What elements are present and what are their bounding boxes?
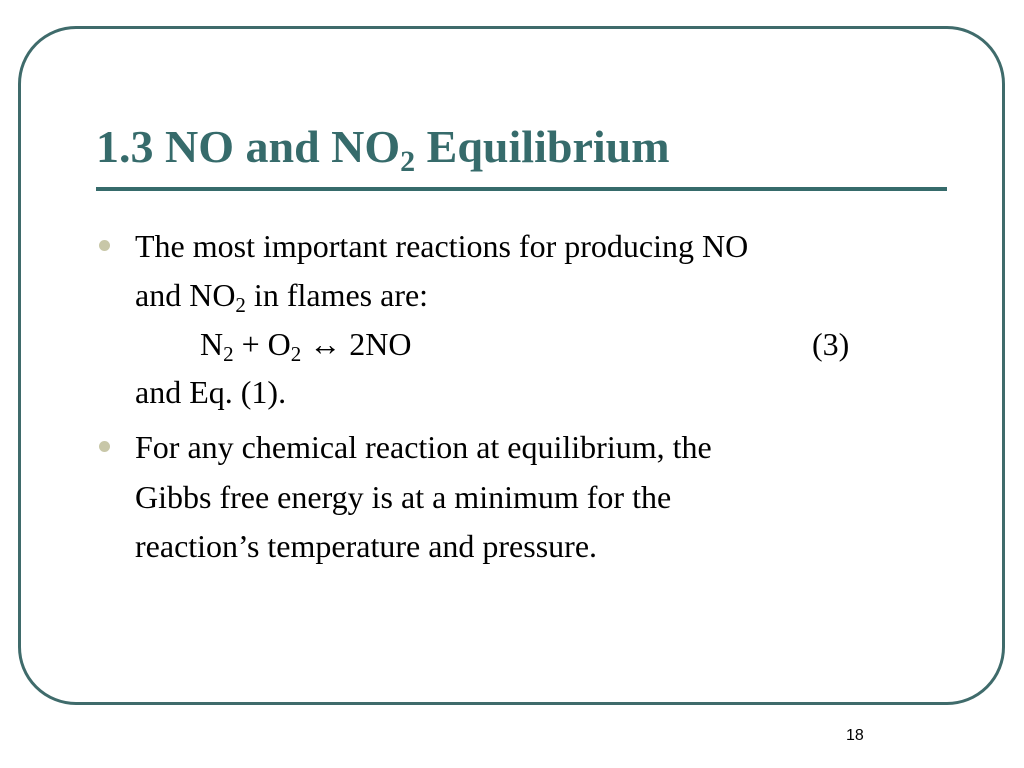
page-number: 18 [846,727,864,744]
equation-3 [200,326,412,366]
bullet-2-line-2: Gibbs free energy is at a minimum for the [135,479,672,515]
title-suffix: Equilibrium [415,121,670,172]
text-segment: ↔ 2NO [301,326,412,362]
bullet-1-line-4: and Eq. (1). [135,374,287,410]
bullet-1-line-2 [135,277,429,317]
bullet-2-line-3: reaction’s temperature and pressure. [135,528,598,564]
title-prefix: 1.3 NO and NO [96,121,401,172]
bullet-2-line-1: For any chemical reaction at equilibrium, the [135,429,712,465]
text-segment: N [200,326,224,362]
bullet-dot [99,441,110,452]
title-underline [96,187,947,191]
subscript: 2 [223,342,234,366]
subscript: 2 [235,293,246,317]
bullet-dot [99,240,110,251]
text-segment: and NO [135,277,236,313]
text-segment: + O [233,326,291,362]
equation-number: (3) [812,326,850,362]
bullet-1-line-1: The most important reactions for producing NO [135,228,749,264]
subscript: 2 [290,342,302,366]
slide-title [96,121,670,178]
title-subscript: 2 [400,145,416,178]
text-segment: in flames are: [245,277,429,313]
